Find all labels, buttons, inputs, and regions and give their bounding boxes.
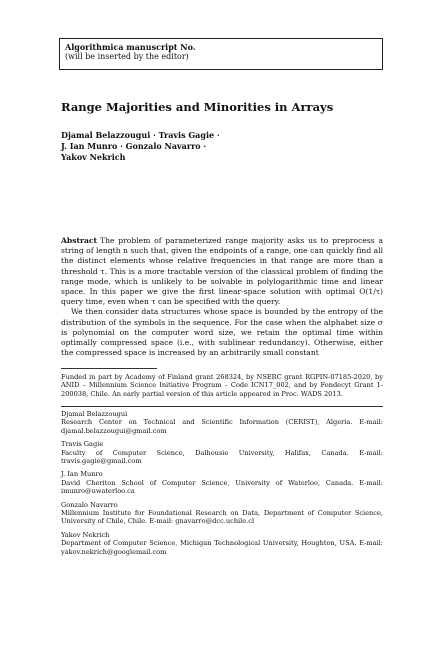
author-line: Djamal Belazzougui · Travis Gagie ·	[61, 130, 220, 140]
affiliation-item	[61, 501, 383, 526]
manuscript-notice-title: Algorithmica manuscript No.	[65, 42, 196, 52]
affiliation-author-name: J. Ian Munro	[61, 470, 103, 479]
affiliation-list	[61, 410, 383, 561]
affiliation-author-name: Djamal Belazzougui	[61, 410, 128, 418]
affiliation-author-name: Yakov Nekrich	[61, 530, 110, 539]
affiliation-address: Research Center on Technical and Scientific Information (CERIST), Algeria. E-mail: djamal.belazzougui@gmail.com	[61, 418, 383, 435]
affiliation-address: Faculty of Computer Science, Dalhousie University, Halifax, Canada. E-mail: travis.gagie@gmail.com	[61, 448, 383, 466]
author-list	[61, 130, 381, 163]
abstract-paragraph	[61, 236, 383, 307]
affiliation-item	[61, 470, 383, 495]
affiliation-address: Millennium Institute for Foundational Research on Data, Department of Computer Science, University of Chile, Chile. E-mail: gnavarro@dcc.uchile.cl	[61, 509, 383, 526]
affiliation-item	[61, 531, 383, 556]
abstract-text: The problem of parameterized range majority asks us to preprocess a string of length n such that, given the endpoints of a range, one can quickly find all the distinct elements whose relative frequencies in that range are more than a threshold τ. This is a more tractable version of the classical problem of finding the range mode, which is unlikely to be solvable in polylogarithmic time and linear space. In this paper we give the first linear-space solution with optimal O(1/τ) query time, even when τ can be specified with the query.	[61, 236, 383, 307]
affiliation-item	[61, 410, 383, 435]
author-line: Yakov Nekrich	[61, 152, 126, 162]
paper-title: Range Majorities and Minorities in Arrays	[61, 100, 334, 114]
affiliation-item	[61, 440, 383, 465]
affiliation-author-name: Travis Gagie	[61, 440, 104, 449]
abstract-label: Abstract	[61, 236, 98, 245]
abstract-paragraph: We then consider data structures whose space is bounded by the entropy of the distribution of the symbols in the sequence. For the case when the alphabet size σ is polynomial on the computer word size, we retain the optimal time within optimally compressed space (i.e., with sublinear redundancy). Otherwise, either the compressed space is increased by an arbitrarily small constant	[61, 307, 383, 358]
affiliation-divider	[61, 406, 383, 407]
affiliation-author-name: Gonzalo Navarro	[61, 500, 118, 509]
author-line: J. Ian Munro · Gonzalo Navarro ·	[61, 141, 207, 151]
manuscript-notice-box	[59, 38, 383, 70]
affiliation-address: Department of Computer Science, Michigan Technological University, Houghton, USA. E-mail: yakov.nekrich@googlemail.com	[61, 539, 383, 556]
affiliation-address: David Cheriton School of Computer Science, University of Waterloo, Canada. E-mail: imunro@uwaterloo.ca	[61, 478, 383, 496]
manuscript-notice-note: (will be inserted by the editor)	[65, 52, 189, 61]
footnote-divider	[61, 368, 157, 369]
funding-note: Funded in part by Academy of Finland grant 268324, by NSERC grant RGPIN-07185-2020, by ANID – Millennium Science Initiative Program – Code ICN17_002, and by Fondecyt Grant 1-200038, Chile. An early partial version of this article appeared in Proc. WADS 2013.	[61, 373, 383, 398]
abstract	[61, 236, 383, 358]
